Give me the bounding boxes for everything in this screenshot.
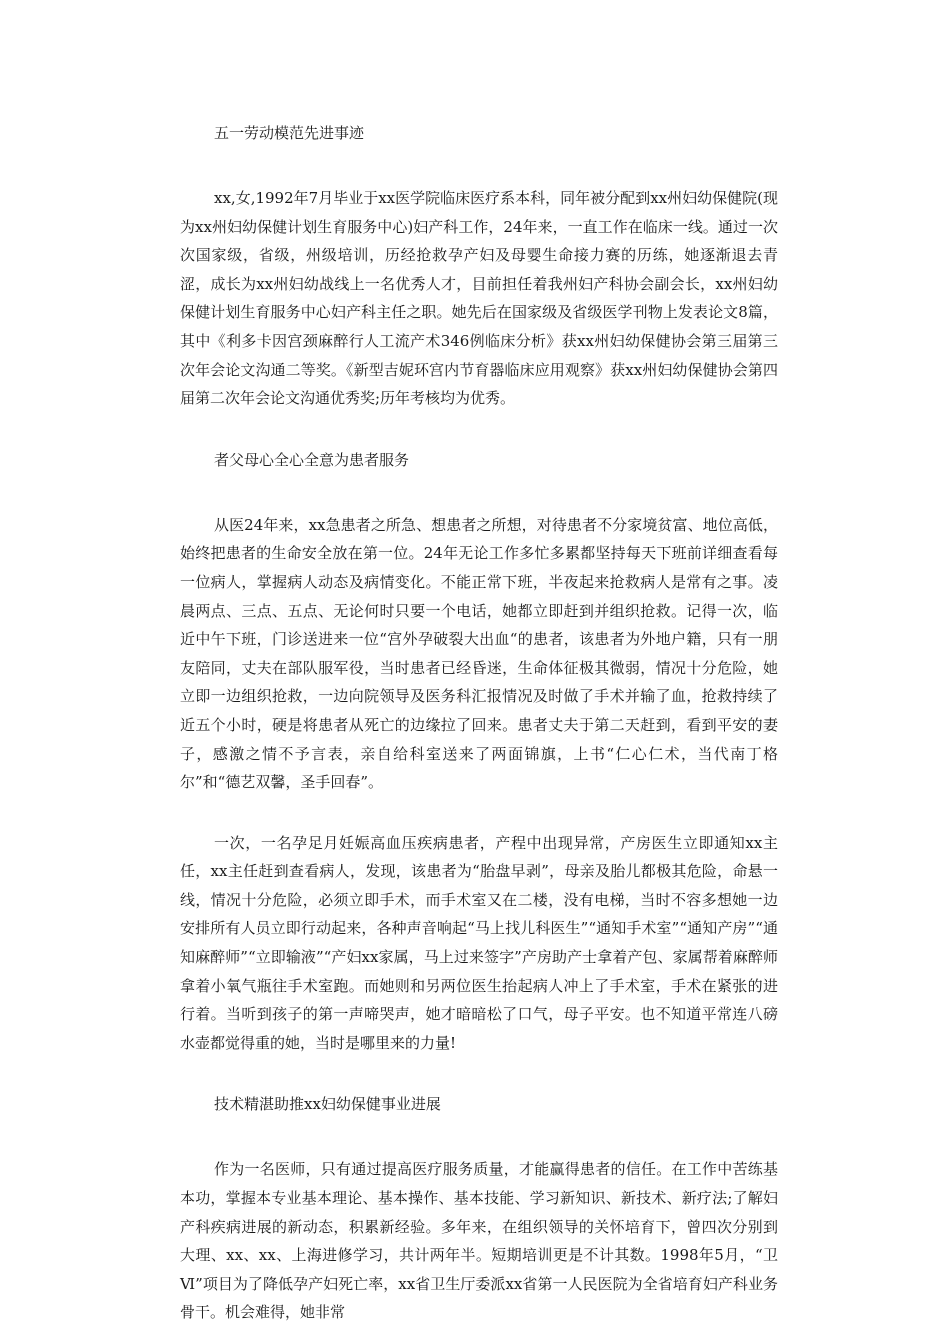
paragraph: 作为一名医师，只有通过提高医疗服务质量，才能赢得患者的信任。在工作中苦练基本功，掌握本专业基本理论、基本操作、基本技能、学习新知识、新技术、新疗法;了解妇产科疾病进展的新动态，积累新经验。多年来，在组织领导的关怀培育下，曾四次分别到大理、xx、xx、上海进修学习，共计两年半。短期培训更是不计其数。1998年5月，“卫Ⅵ”项目为了降低孕产妇死亡率，xx省卫生厅委派xx省第一人民医院为全省培育妇产科业务骨干。机会难得，她非常 <box>180 1160 778 1322</box>
paragraph: 一次，一名孕足月妊娠高血压疾病患者，产程中出现异常，产房医生立即通知xx主任，xx主任赶到查看病人，发现，该患者为“胎盘早剥”，母亲及胎儿都极其危险，命悬一线，情况十分危险，必须立即手术，而手术室又在二楼，没有电梯，当时不容多想她一边安排所有人员立即行动起来，各种声音响起“马上找儿科医生”“通知手术室”“通知产房”“通知麻醉师”“立即输液”“产妇xx家属，马上过来签字”产房助产士拿着产包、家属帮着麻醉师拿着小氧气瓶往手术室跑。而她则和另两位医生抬起病人冲上了手术室，手术在紧张的进行着。当听到孩子的第一声啼哭声，她才暗暗松了口气，母子平安。也不知道平常连八磅水壶都觉得重的她，当时是哪里来的力量! <box>180 833 778 1052</box>
document-body <box>180 118 778 1327</box>
document-title: 五一劳动模范先进事迹 <box>214 124 365 142</box>
section-heading: 技术精湛助推xx妇幼保健事业进展 <box>214 1095 441 1114</box>
paragraph: xx,女,1992年7月毕业于xx医学院临床医疗系本科，同年被分配到xx州妇幼保健院(现为xx州妇幼保健计划生育服务中心)妇产科工作，24年来，一直工作在临床一线。通过一次次国家级，省级，州级培训，历经抢救孕产妇及母婴生命接力赛的历练，她逐渐退去青涩，成长为xx州妇幼战线上一名优秀人才，目前担任着我州妇产科协会副会长，xx州妇幼保健计划生育服务中心妇产科主任之职。她先后在国家级及省级医学刊物上发表论文8篇，其中《利多卡因宫颈麻醉行人工流产术346例临床分析》获xx州妇幼保健协会第三届第三次年会论文沟通二等奖。《新型吉妮环宫内节育器临床应用观察》获xx州妇幼保健协会第四届第二次年会论文沟通优秀奖;历年考核均为优秀。 <box>180 189 778 408</box>
section-heading: 者父母心全心全意为患者服务 <box>214 450 410 469</box>
paragraph: 从医24年来，xx急患者之所急、想患者之所想，对待患者不分家境贫富、地位高低，始终把患者的生命安全放在第一位。24年无论工作多忙多累都坚持每天下班前详细查看每一位病人，掌握病人动态及病情变化。不能正常下班，半夜起来抢救病人是常有之事。凌晨两点、三点、五点、无论何时只要一个电话，她都立即赶到并组织抢救。记得一次，临近中午下班，门诊送进来一位“宫外孕破裂大出血“的患者，该患者为外地户籍，只有一朋友陪同，丈夫在部队服军役，当时患者已经昏迷，生命体征极其微弱，情况十分危险，她立即一边组织抢救，一边向院领导及医务科汇报情况及时做了手术并输了血，抢救持续了近五个小时，硬是将患者从死亡的边缘拉了回来。患者丈夫于第二天赶到，看到平安的妻子，感激之情不予言表，亲自给科室送来了两面锦旗，上书“仁心仁术，当代南丁格尔”和“德艺双馨，圣手回春”。 <box>180 515 778 792</box>
